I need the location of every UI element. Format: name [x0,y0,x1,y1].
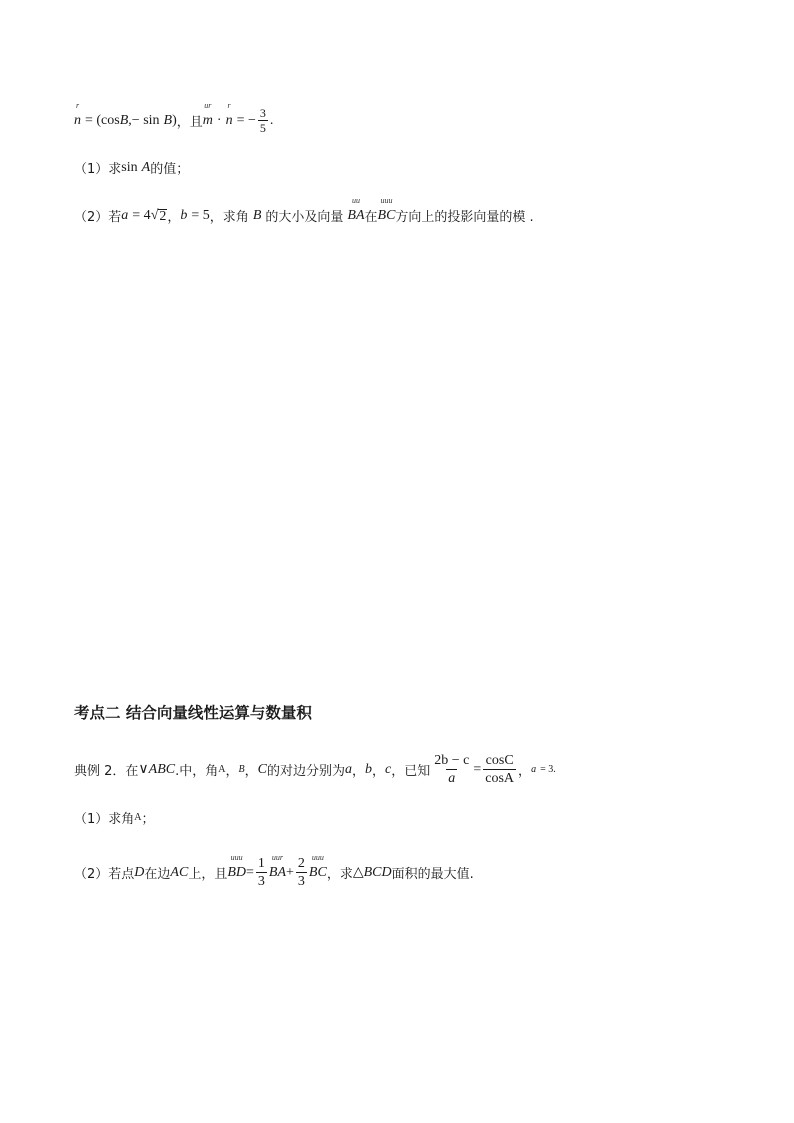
fraction-three-fifths: $\frac{3}{5}$ [259,106,266,135]
given-vector-line: r n = (cos B ,− sin B ) ，且 ur m · r n = − $\frac{3}{5}$ . [74,100,274,135]
math-var: B [163,112,173,128]
example-2-question-1: （1）求角 A ； [74,812,155,827]
section-heading: 考点二 结合向量线性运算与数量积 [74,704,312,722]
math-var: B [119,112,129,128]
math-text: ,− sin [128,112,160,128]
fraction-cosC-over-cosA: $\frac{\cos C}{\cos A}$ [485,753,515,786]
triangle-symbol: ∨ [138,762,149,777]
vector-BC: uuu BC [377,195,396,223]
math-text: = − [236,112,256,128]
vector-BA: uur BA [268,852,287,880]
example-2: 典例 2．在 ∨ ABC .中，角 A ， B ， C 的对边分别为 a ， b ， c ，已知 $\frac{2b - c}{a}$ = $\frac{\cos C}{\cos A}$ ， a = 3 . [74,753,556,786]
question-1: （1）求 sin A 的值； [74,159,190,177]
fraction-2b-minus-c-over-a: $\frac{2b - c}{a}$ [434,753,470,786]
fraction-two-thirds: $\frac{2}{3}$ [297,856,305,889]
vector-BA: uu BA [347,195,365,223]
vector-m: ur m [202,100,213,128]
math-text: ) [172,112,177,128]
vector-BC: uuu BC [308,852,327,880]
fraction-one-third: $\frac{1}{3}$ [257,856,265,889]
dot-operator: · [216,112,222,128]
vector-n: r n [225,100,233,128]
sqrt-two: √ 2 [150,207,167,224]
question-2: （2）若 a = 4 √ 2 ， b = 5 ，求角 B 的大小及向量 uu BA 在 uuu BC 方向上的投影向量的模 . [74,195,534,225]
vector-BD: uuu BD [227,852,246,880]
math-text: = (cos [85,112,120,128]
triangle-symbol: △ [352,865,364,880]
vector-n: r n [74,100,81,128]
text: ，且 [176,115,203,130]
example-2-question-2: （2）若点 D 在边 AC 上，且 uuu BD = $\frac{1}{3}$ uur BA + $\frac{2}{3}$ uuu BC ，求 △ BCD 面积的最大值. [74,852,474,889]
